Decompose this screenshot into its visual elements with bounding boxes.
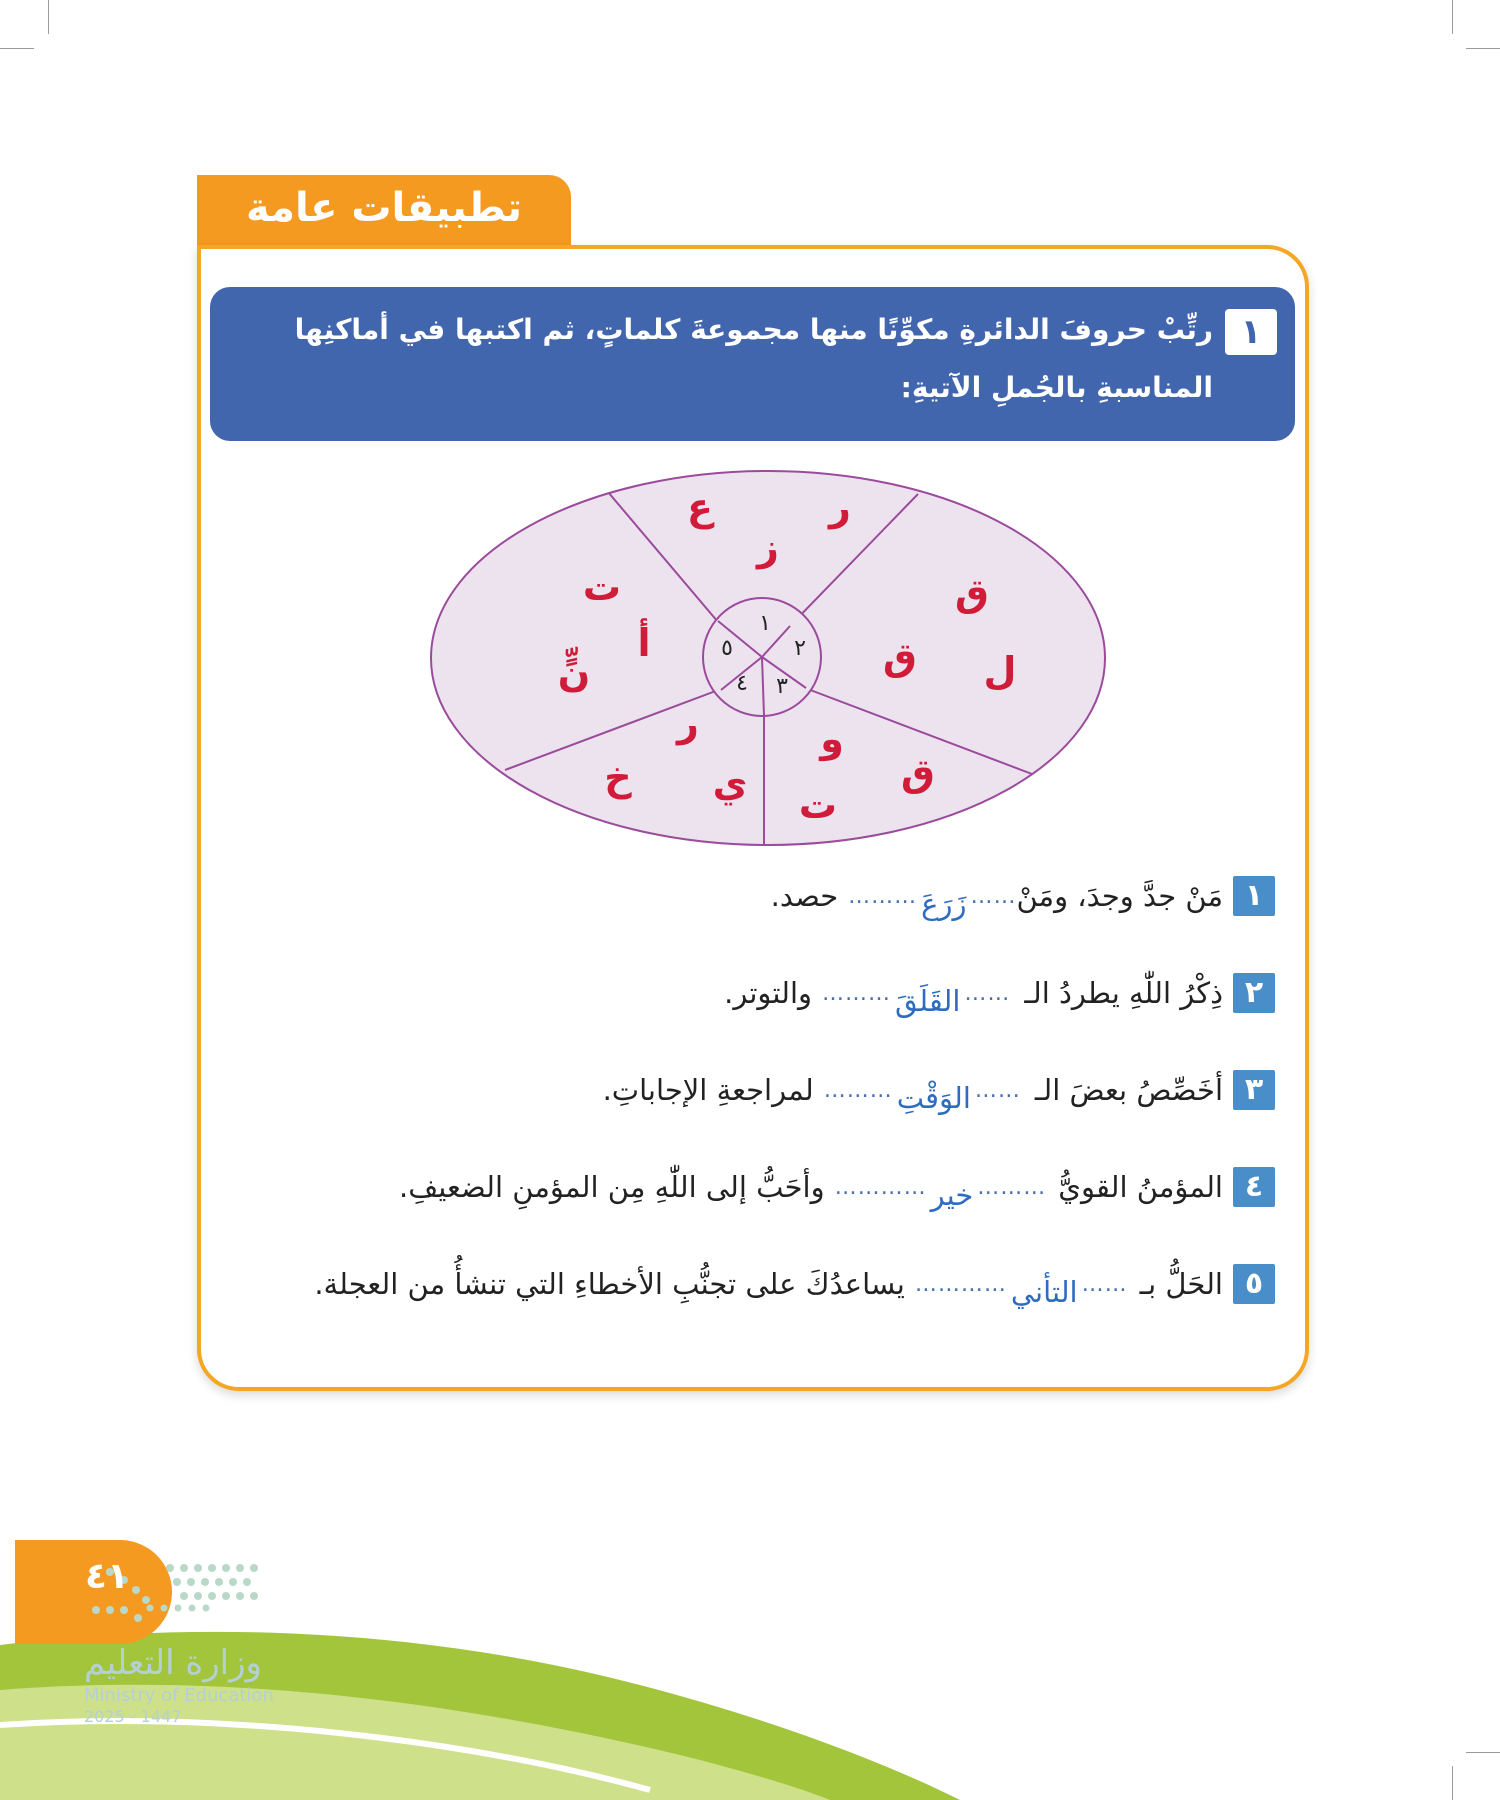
sentence-text: حصد. — [770, 879, 839, 913]
sentence-text: الحَلُّ بـ — [1139, 1267, 1223, 1301]
wheel-letter: ل — [983, 649, 1017, 693]
wheel-letter: ز — [757, 525, 779, 569]
answer-text[interactable]: خير — [930, 1178, 974, 1212]
answer-text[interactable]: التأني — [1010, 1275, 1078, 1309]
page-number: ٤١ — [85, 1556, 129, 1597]
section-title: تطبيقات عامة — [246, 185, 522, 231]
wheel-letter: خ — [604, 755, 632, 799]
answer-text[interactable]: الوَقْتِ — [896, 1081, 971, 1115]
sentence-text: والتوتر. — [724, 976, 813, 1010]
wheel-letter: ر — [677, 701, 699, 745]
wheel-letter: ع — [687, 485, 713, 529]
blank-dots: ……… — [822, 980, 892, 1006]
wheel-letter: ت — [798, 783, 838, 827]
blank-dots: …… — [1081, 1271, 1128, 1297]
sentence-text: وأحَبُّ إلى اللّٰهِ مِن المؤمنِ الضعيفِ. — [399, 1170, 825, 1204]
wheel-letter: نٍّ — [557, 651, 591, 695]
exercise-number: ١ — [1225, 309, 1277, 355]
wheel-letter: ق — [901, 751, 935, 795]
segment-number-5: ٥ — [721, 636, 733, 661]
segment-number-4: ٤ — [736, 671, 748, 696]
segment-number-3: ٣ — [776, 674, 788, 699]
wheel-letter: و — [820, 717, 844, 761]
wheel-letter: ي — [712, 761, 748, 805]
blank-dots: ………… — [834, 1174, 927, 1200]
sentence-number: ٤ — [1233, 1167, 1275, 1207]
segment-number-2: ٢ — [794, 636, 806, 661]
sentence-row-1 — [771, 871, 1275, 921]
blank-dots: ……… — [823, 1077, 893, 1103]
sentence-number: ٥ — [1233, 1264, 1275, 1304]
segment-number-1: ١ — [759, 611, 771, 636]
answer-text[interactable]: القَلَقَ — [895, 984, 961, 1018]
answer-text[interactable]: زَرَعَ — [921, 887, 967, 921]
instruction-text: رتِّبْ حروفَ الدائرةِ مكوِّنًا منها مجموعةَ كلماتٍ، ثم اكتبها في أماكنِها المناسبةِ بالجُملِ الآتيةِ: — [294, 313, 1213, 404]
sentence-number: ٣ — [1233, 1070, 1275, 1110]
sentence-text: يساعدُكَ على تجنُّبِ الأخطاءِ التي تنشأُ من العجلة. — [314, 1267, 905, 1301]
sentence-text: لمراجعةِ الإجاباتِ. — [602, 1073, 814, 1107]
sentence-text: ذِكْرُ اللّٰهِ يطردُ الـ — [1024, 976, 1223, 1010]
wheel-letter: ق — [883, 635, 917, 679]
wheel-letter: أ — [637, 621, 651, 665]
blank-dots: ………… — [914, 1271, 1007, 1297]
wheel-letter: ر — [829, 485, 851, 529]
blank-dots: ……… — [977, 1174, 1047, 1200]
blank-dots: ……… — [848, 883, 918, 909]
ministry-name-en: Ministry of Education — [84, 1685, 274, 1706]
letter-wheel — [0, 0, 1500, 880]
ministry-year: 2025 - 1447 — [84, 1707, 182, 1726]
blank-dots: …… — [964, 980, 1011, 1006]
sentence-row-4 — [399, 1162, 1275, 1212]
sentence-number: ٢ — [1233, 973, 1275, 1013]
wheel-letter: ت — [582, 565, 622, 609]
ministry-name-ar: وزارة التعليم — [84, 1643, 262, 1683]
sentence-row-2 — [724, 968, 1275, 1018]
sentence-text: المؤمنُ القويُّ — [1058, 1170, 1223, 1204]
sentence-number: ١ — [1233, 876, 1275, 916]
blank-dots: …… — [970, 883, 1017, 909]
sentence-text: مَنْ جدَّ وجدَ، ومَنْ — [1016, 879, 1223, 913]
sentence-row-5 — [314, 1259, 1275, 1309]
sentence-row-3 — [603, 1065, 1275, 1115]
blank-dots: …… — [974, 1077, 1021, 1103]
sentence-text: أخَصِّصُ بعضَ الـ — [1034, 1073, 1223, 1107]
wheel-letter: ق — [955, 571, 989, 615]
